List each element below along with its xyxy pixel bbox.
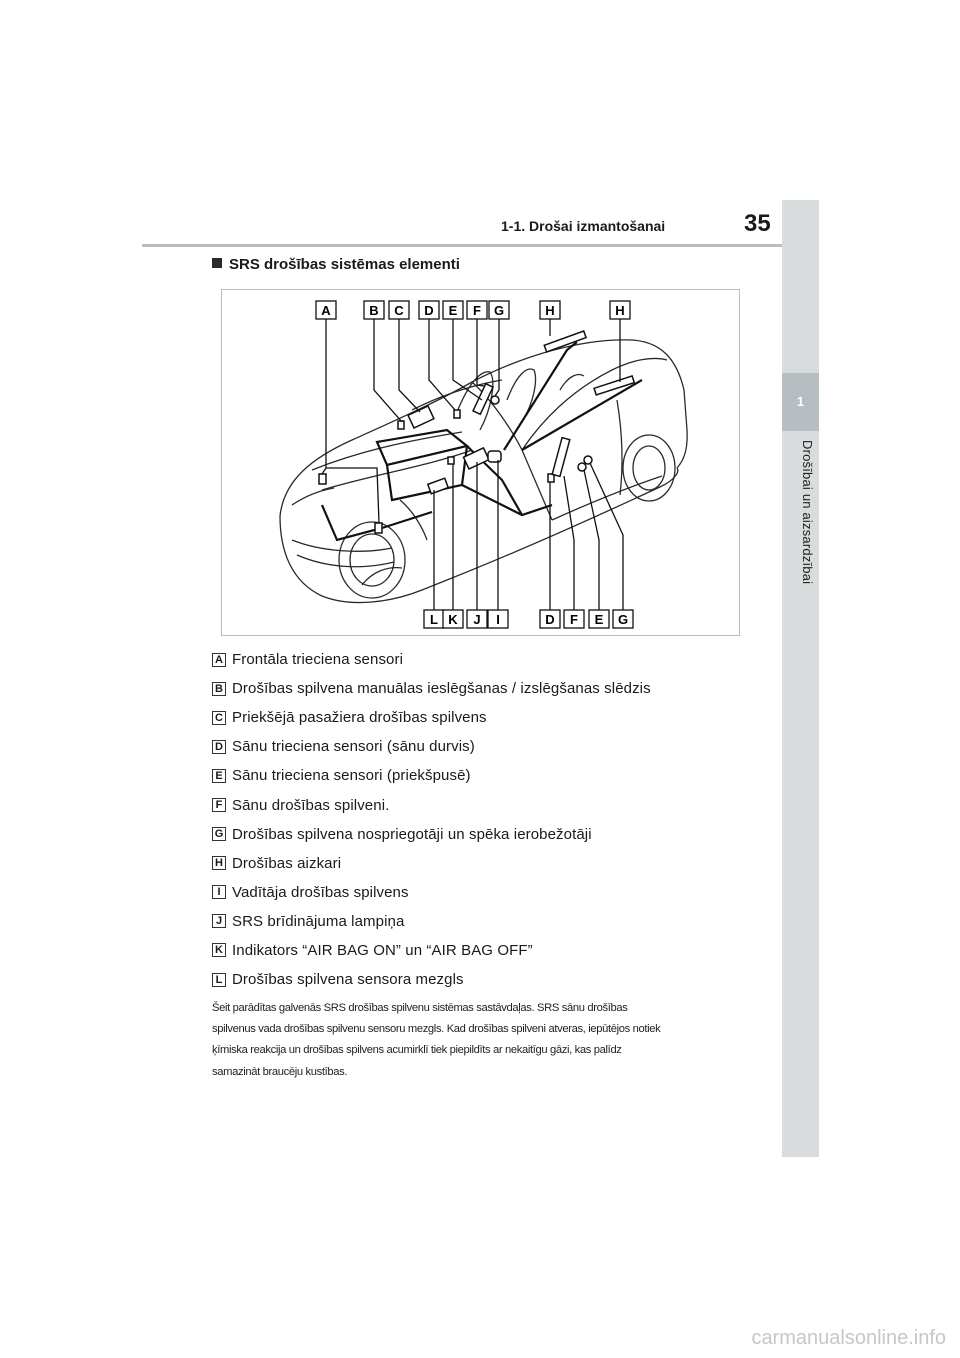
svg-text:F: F <box>570 612 578 627</box>
legend-letter: J <box>212 914 226 928</box>
svg-text:K: K <box>448 612 458 627</box>
site-watermark: carmanualsonline.info <box>751 1327 946 1349</box>
legend-letter: I <box>212 885 226 899</box>
note-line: Šeit parādītas galvenās SRS drošības spilvenu sistēmas sastāvdaļas. SRS sānu drošības <box>212 1002 628 1014</box>
legend-text: Sānu drošības spilveni. <box>232 796 390 814</box>
explanatory-note <box>212 998 752 1083</box>
page-number: 35 <box>744 210 771 237</box>
callout-box-h2-top <box>610 301 630 319</box>
callout-box-g-top <box>489 301 509 319</box>
legend-item-i <box>212 878 752 907</box>
svg-text:D: D <box>424 303 434 318</box>
legend-item-f <box>212 790 752 819</box>
svg-text:F: F <box>473 303 481 318</box>
callout-box-h1-top <box>540 301 560 319</box>
legend-text: Drošības spilvena nospriegotāji un spēka ierobežotāji <box>232 825 592 843</box>
legend-item-g <box>212 820 752 849</box>
legend-item-h <box>212 849 752 878</box>
legend-item-j <box>212 907 752 936</box>
note-line: spilvenus vada drošības spilvenu sensoru mezgls. Kad drošības spilveni atveras, iepūtējos notiek <box>212 1023 661 1036</box>
callout-box-g-bottom <box>613 610 633 628</box>
callout-box-d-top <box>419 301 439 319</box>
legend-text: Vadītāja drošības spilvens <box>232 883 409 901</box>
legend-text: SRS brīdinājuma lampiņa <box>232 912 405 930</box>
callout-box-k-bottom <box>443 610 463 628</box>
callout-box-e-top <box>443 301 463 319</box>
wiring-harness <box>322 342 642 540</box>
car-diagram-svg <box>222 290 741 637</box>
legend-letter: A <box>212 653 226 667</box>
chapter-number: 1 <box>782 373 819 431</box>
legend-text: Priekšējā pasažiera drošības spilvens <box>232 709 487 727</box>
callout-box-a-top <box>316 301 336 319</box>
callout-box-b-top <box>364 301 384 319</box>
legend-item-a <box>212 645 752 674</box>
legend-text: Drošības spilvena manuālas ieslēgšanas / izslēgšanas slēdzis <box>232 680 651 698</box>
header-divider <box>142 244 782 247</box>
section-heading-text: SRS drošības sistēmas elementi <box>229 256 460 273</box>
callout-box-e-bottom <box>589 610 609 628</box>
chapter-side-tab[interactable] <box>782 200 819 1157</box>
svg-text:J: J <box>473 612 481 627</box>
legend-letter: E <box>212 769 226 783</box>
top-callouts <box>316 301 630 319</box>
legend-letter: L <box>212 973 226 987</box>
section-heading <box>212 256 460 273</box>
legend-item-d <box>212 732 752 761</box>
callout-box-i-bottom <box>488 610 508 628</box>
header-section-title: 1-1. Drošai izmantošanai <box>501 218 666 234</box>
srs-diagram-figure <box>221 289 740 636</box>
svg-text:E: E <box>594 612 604 627</box>
legend-text: Indikators “AIR BAG ON” un “AIR BAG OFF” <box>232 941 533 959</box>
legend-letter: D <box>212 740 226 754</box>
callout-box-c-top <box>389 301 409 319</box>
svg-text:L: L <box>430 612 438 627</box>
svg-text:B: B <box>369 303 379 318</box>
svg-text:E: E <box>448 303 458 318</box>
legend-item-b <box>212 674 752 703</box>
callout-box-j-bottom <box>467 610 487 628</box>
svg-text:H: H <box>615 303 625 318</box>
square-bullet-icon <box>212 258 222 268</box>
legend-letter: G <box>212 827 226 841</box>
svg-text:A: A <box>321 303 331 318</box>
legend-text: Sānu trieciena sensori (sānu durvis) <box>232 738 475 756</box>
legend-letter: B <box>212 682 226 696</box>
svg-text:C: C <box>394 303 404 318</box>
callout-box-f-top <box>467 301 487 319</box>
legend-text: Drošības aizkari <box>232 854 342 872</box>
svg-text:D: D <box>545 612 555 627</box>
component-legend <box>212 645 752 994</box>
callout-box-d-bottom <box>540 610 560 628</box>
note-line: samazināt braucēju kustības. <box>212 1065 348 1078</box>
callout-box-f-bottom <box>564 610 584 628</box>
legend-item-l <box>212 965 752 994</box>
legend-text: Frontāla trieciena sensori <box>232 651 404 669</box>
note-line: ķīmiska reakcija un drošības spilvens acumirklī tiek piepildīts ar nekaitīgu gāzi, kas palīdz <box>212 1044 622 1057</box>
legend-letter: H <box>212 856 226 870</box>
svg-text:G: G <box>493 303 505 318</box>
svg-text:G: G <box>617 612 629 627</box>
legend-letter: F <box>212 798 226 812</box>
legend-text: Sānu trieciena sensori (priekšpusē) <box>232 767 471 785</box>
chapter-title: Drošībai un aizsardzībai <box>800 440 815 585</box>
svg-text:I: I <box>496 612 500 627</box>
legend-letter: K <box>212 943 226 957</box>
legend-item-e <box>212 761 752 790</box>
legend-text: Drošības spilvena sensora mezgls <box>232 971 464 989</box>
bottom-callouts <box>424 610 633 628</box>
callout-box-l-bottom <box>424 610 444 628</box>
svg-text:H: H <box>545 303 555 318</box>
legend-item-c <box>212 703 752 732</box>
legend-letter: C <box>212 711 226 725</box>
legend-item-k <box>212 936 752 965</box>
